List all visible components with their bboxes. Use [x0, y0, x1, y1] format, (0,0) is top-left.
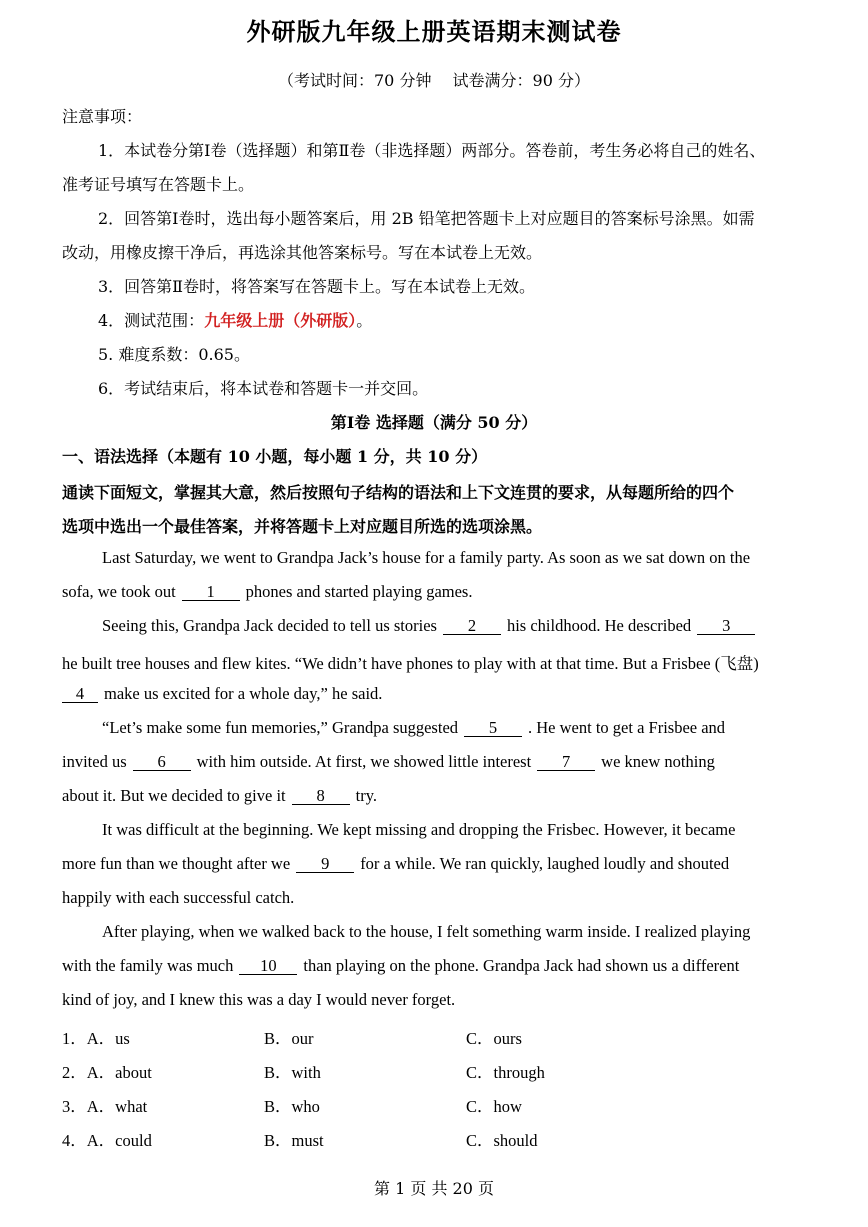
passage-p5b: [62, 956, 739, 976]
option-2-b: B．with: [264, 1063, 321, 1082]
note-2b: 改动，用橡皮擦干净后，再选涂其他答案标号。写在本试卷上无效。: [62, 243, 543, 262]
blank-4: 4: [62, 686, 98, 703]
option-2-a: 2．A．about: [62, 1063, 152, 1082]
blank-3: 3: [697, 618, 755, 635]
instruction-a: 通读下面短文，掌握其大意，然后按照句子结构的语法和上下文连贯的要求，从每题所给的四个: [62, 483, 735, 502]
option-2-c: C．through: [466, 1063, 545, 1082]
passage-p2a: [102, 616, 761, 636]
passage-p4c: happily with each successful catch.: [62, 888, 295, 907]
note-4-scope: 九年级上册（外研版）: [204, 311, 357, 330]
passage-p3b: [62, 752, 715, 772]
passage-text: sofa, we took out: [62, 582, 176, 601]
passage-text: about it. But we decided to give it: [62, 786, 286, 805]
section-heading: 一、语法选择（本题有 10 小题，每小题 1 分，共 10 分）: [62, 447, 488, 466]
note-4: [98, 308, 372, 331]
note-3: 3．回答第Ⅱ卷时，将答案写在答题卡上。写在本试卷上无效。: [98, 277, 536, 296]
option-4-b: B．must: [264, 1131, 324, 1150]
passage-p3a: [102, 718, 725, 738]
page-footer: 第 1 页 共 20 页: [374, 1179, 494, 1198]
passage-text: with the family was much: [62, 956, 234, 975]
option-3-a: 3．A．what: [62, 1097, 148, 1116]
blank-2: 2: [443, 618, 501, 635]
blank-8: 8: [292, 788, 350, 805]
passage-p2b: he built tree houses and flew kites. “We didn’t have phones to play with at that time. But a Frisbee (飞盘): [62, 654, 759, 673]
note-1b: 准考证号填写在答题卡上。: [62, 175, 255, 194]
passage-p2c: [62, 684, 382, 704]
passage-text: than playing on the phone. Grandpa Jack had shown us a different: [303, 956, 740, 975]
note-4-suffix: 。: [356, 311, 373, 330]
option-4-a: 4．A．could: [62, 1131, 152, 1150]
note-5: 5. 难度系数：0.65。: [98, 345, 250, 364]
passage-text: phones and started playing games.: [245, 582, 473, 601]
option-3-c: C．how: [466, 1097, 522, 1116]
blank-5: 5: [464, 720, 522, 737]
note-2a: 2．回答第Ⅰ卷时，选出每小题答案后，用 2B 铅笔把答题卡上对应题目的答案标号涂黑。如需: [98, 209, 755, 228]
blank-1: 1: [182, 584, 240, 601]
note-4-prefix: 4．测试范围：: [98, 311, 205, 330]
note-1a: 1．本试卷分第Ⅰ卷（选择题）和第Ⅱ卷（非选择题）两部分。答卷前，考生务必将自己的姓名、: [98, 141, 766, 160]
passage-p1b: [62, 582, 472, 602]
passage-text: we knew nothing: [601, 752, 715, 771]
exam-subtitle: （考试时间：70 分钟 试卷满分：90 分）: [278, 71, 590, 90]
passage-text: with him outside. At first, we showed little interest: [196, 752, 532, 771]
blank-6: 6: [133, 754, 191, 771]
passage-text: his childhood. He described: [506, 616, 692, 635]
blank-7: 7: [537, 754, 595, 771]
part-title: 第Ⅰ卷 选择题（满分 50 分）: [330, 413, 538, 432]
option-1-c: C．ours: [466, 1029, 522, 1048]
note-6: 6．考试结束后，将本试卷和答题卡一并交回。: [98, 379, 429, 398]
option-1-b: B．our: [264, 1029, 314, 1048]
passage-text: more fun than we thought after we: [62, 854, 291, 873]
exam-title: 外研版九年级上册英语期末测试卷: [246, 17, 622, 46]
instruction-b: 选项中选出一个最佳答案，并将答题卡上对应题目所选的选项涂黑。: [62, 517, 543, 536]
passage-text: invited us: [62, 752, 127, 771]
passage-p3c: [62, 786, 377, 806]
passage-p4a: It was difficult at the beginning. We kept missing and dropping the Frisbec. However, it became: [102, 820, 736, 839]
passage-text: try.: [355, 786, 378, 805]
passage-text: . He went to get a Frisbee and: [528, 718, 726, 737]
notes-heading: 注意事项：: [62, 107, 143, 126]
blank-10: 10: [239, 958, 297, 975]
option-3-b: B．who: [264, 1097, 320, 1116]
passage-p5c: kind of joy, and I knew this was a day I would never forget.: [62, 990, 456, 1009]
passage-p4b: [62, 854, 729, 874]
passage-text: Seeing this, Grandpa Jack decided to tell us stories: [102, 616, 437, 635]
option-4-c: C．should: [466, 1131, 538, 1150]
passage-text: make us excited for a whole day,” he said.: [104, 684, 383, 703]
blank-9: 9: [296, 856, 354, 873]
passage-text: for a while. We ran quickly, laughed loudly and shouted: [360, 854, 730, 873]
option-1-a: 1．A．us: [62, 1029, 130, 1048]
passage-p5a: After playing, when we walked back to the house, I felt something warm inside. I realized playing: [102, 922, 751, 941]
passage-p1a: Last Saturday, we went to Grandpa Jack’s house for a family party. As soon as we sat down on the: [102, 548, 751, 567]
passage-text: “Let’s make some fun memories,” Grandpa suggested: [102, 718, 459, 737]
